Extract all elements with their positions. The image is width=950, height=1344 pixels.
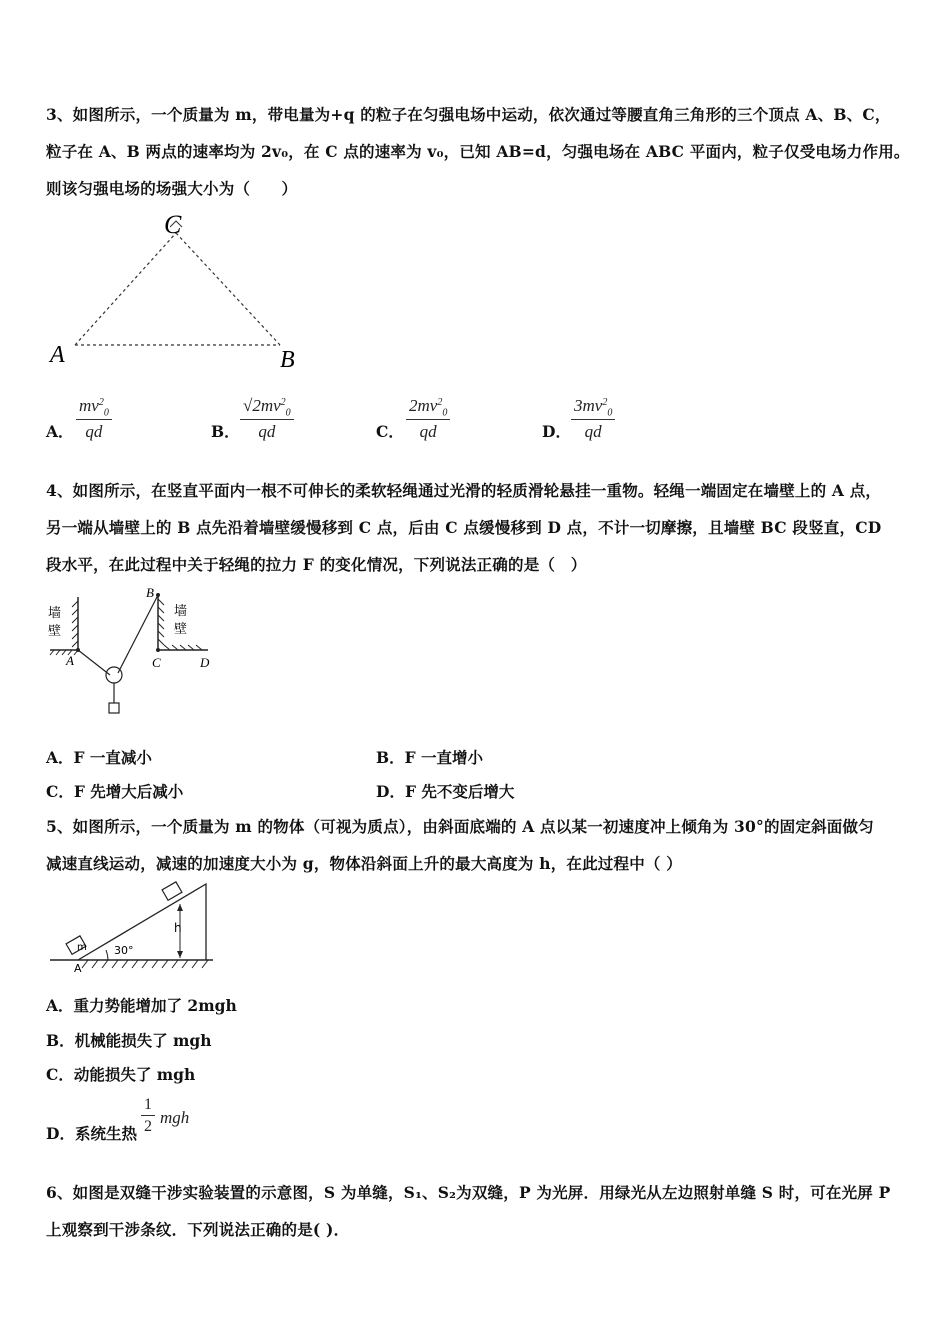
q3-option-c-label: C． — [376, 422, 404, 441]
q4-pulley-figure — [40, 585, 230, 730]
q5-option-a: A．重力势能增加了 2mgh — [46, 996, 237, 1015]
q3-option-a-label: A． — [46, 422, 74, 441]
q4-option-a: A．F 一直减小 — [46, 748, 152, 767]
q3-line-3: 则该匀强电场的场强大小为（ ） — [46, 179, 298, 198]
q5-label-m: m — [77, 942, 87, 953]
q3-option-b-fraction: $\frac{√2mv^2_0}{qd}$ — [240, 396, 294, 442]
q3-label-c: C — [164, 210, 182, 239]
q4-option-d: D．F 先不变后增大 — [376, 782, 515, 801]
q3-option-d-fraction: $\frac{3mv^2_0}{qd}$ — [571, 396, 615, 442]
q5-label-angle: 30° — [114, 944, 134, 957]
q5-option-d-tail: mgh — [160, 1108, 190, 1127]
q4-wall-char-1: 墙 — [48, 606, 62, 621]
q3-option-a-fraction: $\frac{mv^2_0}{qd}$ — [76, 396, 112, 442]
q4-wall-char-2: 壁 — [48, 624, 62, 639]
q3-line-2: 粒子在 A、B 两点的速率均为 2v₀，在 C 点的速率为 v₀，已知 AB=d，匀强电场在 ABC 平面内，粒子仅受电场力作用。 — [46, 142, 910, 161]
q3-option-c-fraction: $\frac{2mv^2_0}{qd}$ — [406, 396, 450, 442]
q4-label-c: C — [152, 655, 161, 670]
q5-option-c: C．动能损失了 mgh — [46, 1065, 196, 1084]
q4-option-c: C．F 先增大后减小 — [46, 782, 184, 801]
q5-label-a: A — [74, 962, 82, 975]
q5-label-h: h — [174, 921, 182, 935]
q5-line-2: 减速直线运动，减速的加速度大小为 g，物体沿斜面上升的最大高度为 h，在此过程中（ ） — [46, 854, 682, 873]
q4-line-1: 4、如图所示，在竖直平面内一根不可伸长的柔软轻绳通过光滑的轻质滑轮悬挂一重物。轻绳一端固定在墙壁上的 A 点， — [46, 481, 882, 500]
q3-option-d-label: D． — [542, 422, 571, 441]
q6-line-1: 6、如图是双缝干涉实验装置的示意图，S 为单缝，S₁、S₂为双缝，P 为光屏．用绿光从左边照射单缝 S 时，可在光屏 P — [46, 1183, 891, 1202]
q4-line-3: 段水平，在此过程中关于轻绳的拉力 F 的变化情况，下列说法正确的是（ ） — [46, 555, 587, 574]
q4-label-b: B — [146, 585, 154, 600]
q5-option-b: B．机械能损失了 mgh — [46, 1031, 212, 1050]
q4-label-a: A — [66, 653, 74, 668]
q4-line-2: 另一端从墙壁上的 B 点先沿着墙壁缓慢移到 C 点，后由 C 点缓慢移到 D 点，不计一切摩擦，且墙壁 BC 段竖直，CD — [46, 518, 882, 537]
q4-wall-char-4: 壁 — [174, 622, 188, 637]
q3-line-1: 3、如图所示，一个质量为 m，带电量为+q 的粒子在匀强电场中运动，依次通过等腰直角三角形的三个顶点 A、B、C， — [46, 105, 891, 124]
q3-triangle-figure — [40, 205, 320, 380]
q3-label-a: A — [50, 342, 65, 368]
q4-wall-char-3: 墙 — [174, 604, 188, 619]
q5-line-1: 5、如图所示，一个质量为 m 的物体（可视为质点），由斜面底端的 A 点以某一初速度冲上倾角为 30°的固定斜面做匀 — [46, 817, 874, 836]
q5-option-d-label: D．系统生热 — [46, 1124, 137, 1143]
q3-option-b-label: B． — [211, 422, 240, 441]
q4-option-b: B．F 一直增小 — [376, 748, 484, 767]
q4-label-d: D — [200, 655, 210, 670]
q5-incline-figure — [48, 880, 218, 980]
q3-label-b: B — [280, 347, 295, 373]
q6-line-2: 上观察到干涉条纹．下列说法正确的是( )． — [46, 1220, 350, 1239]
q5-option-d-fraction: $\frac{1}{2}$ — [141, 1096, 155, 1136]
